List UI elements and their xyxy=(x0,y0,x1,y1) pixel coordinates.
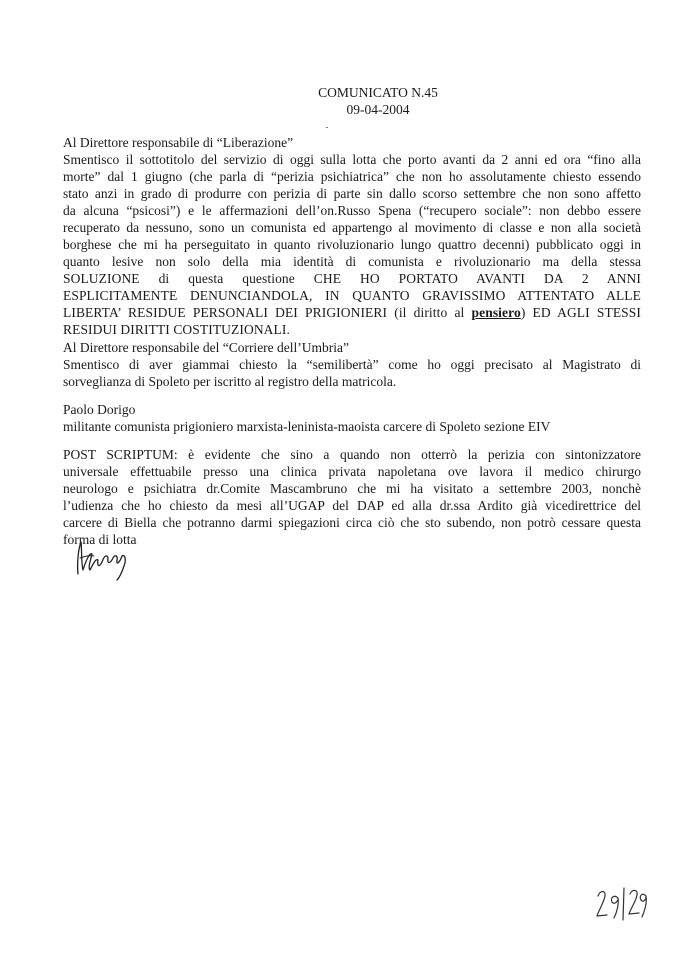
paragraph-line: neurologo e psichiatra dr.Comite Mascambruno che mi ha visitato a settembre 2003, nonchè xyxy=(63,481,641,496)
postscript xyxy=(63,446,641,548)
paragraph-line: RESIDUI DIRITTI COSTITUZIONALI. xyxy=(63,322,290,337)
paragraph-line: l’udienza che ho chiesto da mesi all’UGAP del DAP ed alla dr.ssa Ardito già vicedirettrice del xyxy=(63,498,641,513)
line-text: ) ED AGLI STESSI xyxy=(520,305,641,320)
paragraph-line: borghese che mi ha perseguitato in quanto rivoluzionario lungo quattro decenni) pubblicato oggi in xyxy=(63,237,641,252)
author-description: militante comunista prigioniero marxista-leninista-maoista carcere di Spoleto sezione EIV xyxy=(63,419,551,434)
section-liberazione xyxy=(63,134,641,338)
paragraph-line: recuperato da nessuno, sono un comunista ed appartengo al movimento di classe e non alla società xyxy=(63,220,641,235)
line-text: LIBERTA’ RESIDUE PERSONALI DEI PRIGIONIERI (il diritto al xyxy=(63,305,472,320)
scan-speck xyxy=(326,127,328,128)
paragraph-line: da alcuna “psicosi”) e le affermazioni dell’on.Russo Spena (“recupero sociale”: non debbo essere xyxy=(63,203,641,218)
paragraph-line: sorveglianza di Spoleto per iscritto al registro della matricola. xyxy=(63,374,397,389)
paragraph-line: SOLUZIONE di questa questione CHE HO PORTATO AVANTI DA 2 ANNI xyxy=(63,271,641,286)
author-name: Paolo Dorigo xyxy=(63,402,136,417)
paragraph-line: carcere di Biella che potranno darmi spiegazioni circa ciò che sto subendo, non potrò cessare questa xyxy=(63,515,641,530)
emphasis-pensiero: pensiero xyxy=(471,305,521,320)
paragraph-line: morte” dal 1 giugno (che parla di “perizia psichiatrica” che non ho assolutamente chiesto essendo xyxy=(63,169,641,184)
paragraph-line: Smentisco il sottotitolo del servizio di oggi sulla lotta che porto avanti da 2 anni ed ora “fino alla xyxy=(63,152,641,167)
addressee-corriere: Al Direttore responsabile del “Corriere dell’Umbria” xyxy=(63,340,350,355)
section-corriere xyxy=(63,339,641,390)
paragraph-line: quanto lesive non solo della mia identità di comunista e rivoluzionario ma della stessa xyxy=(63,254,641,269)
paragraph-line: forma di lotta xyxy=(63,532,137,547)
communique-date: 09-04-2004 xyxy=(346,102,410,117)
addressee-liberazione: Al Direttore responsabile di “Liberazione” xyxy=(63,135,294,150)
author-block xyxy=(63,401,641,435)
handwritten-page-number xyxy=(594,884,648,922)
handwritten-signature xyxy=(72,536,136,582)
communique-title: COMUNICATO N.45 xyxy=(318,85,438,100)
paragraph-line: universale effettuabile presso una clinica privata napoletana ove lavora il medico chirurgo xyxy=(63,464,641,479)
paragraph-line: Smentisco di aver giammai chiesto la “semilibertà” come ho oggi precisato al Magistrato di xyxy=(63,357,641,372)
paragraph-line: ESPLICITAMENTE DENUNCIANDOLA, IN QUANTO GRAVISSIMO ATTENTATO ALLE xyxy=(63,288,641,303)
paragraph-line: stato anzi in grado di produrre con perizia di parte sin dallo scorso settembre che non sono affetto xyxy=(63,186,641,201)
paragraph-line xyxy=(63,304,641,321)
paragraph-line: POST SCRIPTUM: è evidente che sino a quando non otterrò la perizia con sintonizzatore xyxy=(63,447,641,462)
